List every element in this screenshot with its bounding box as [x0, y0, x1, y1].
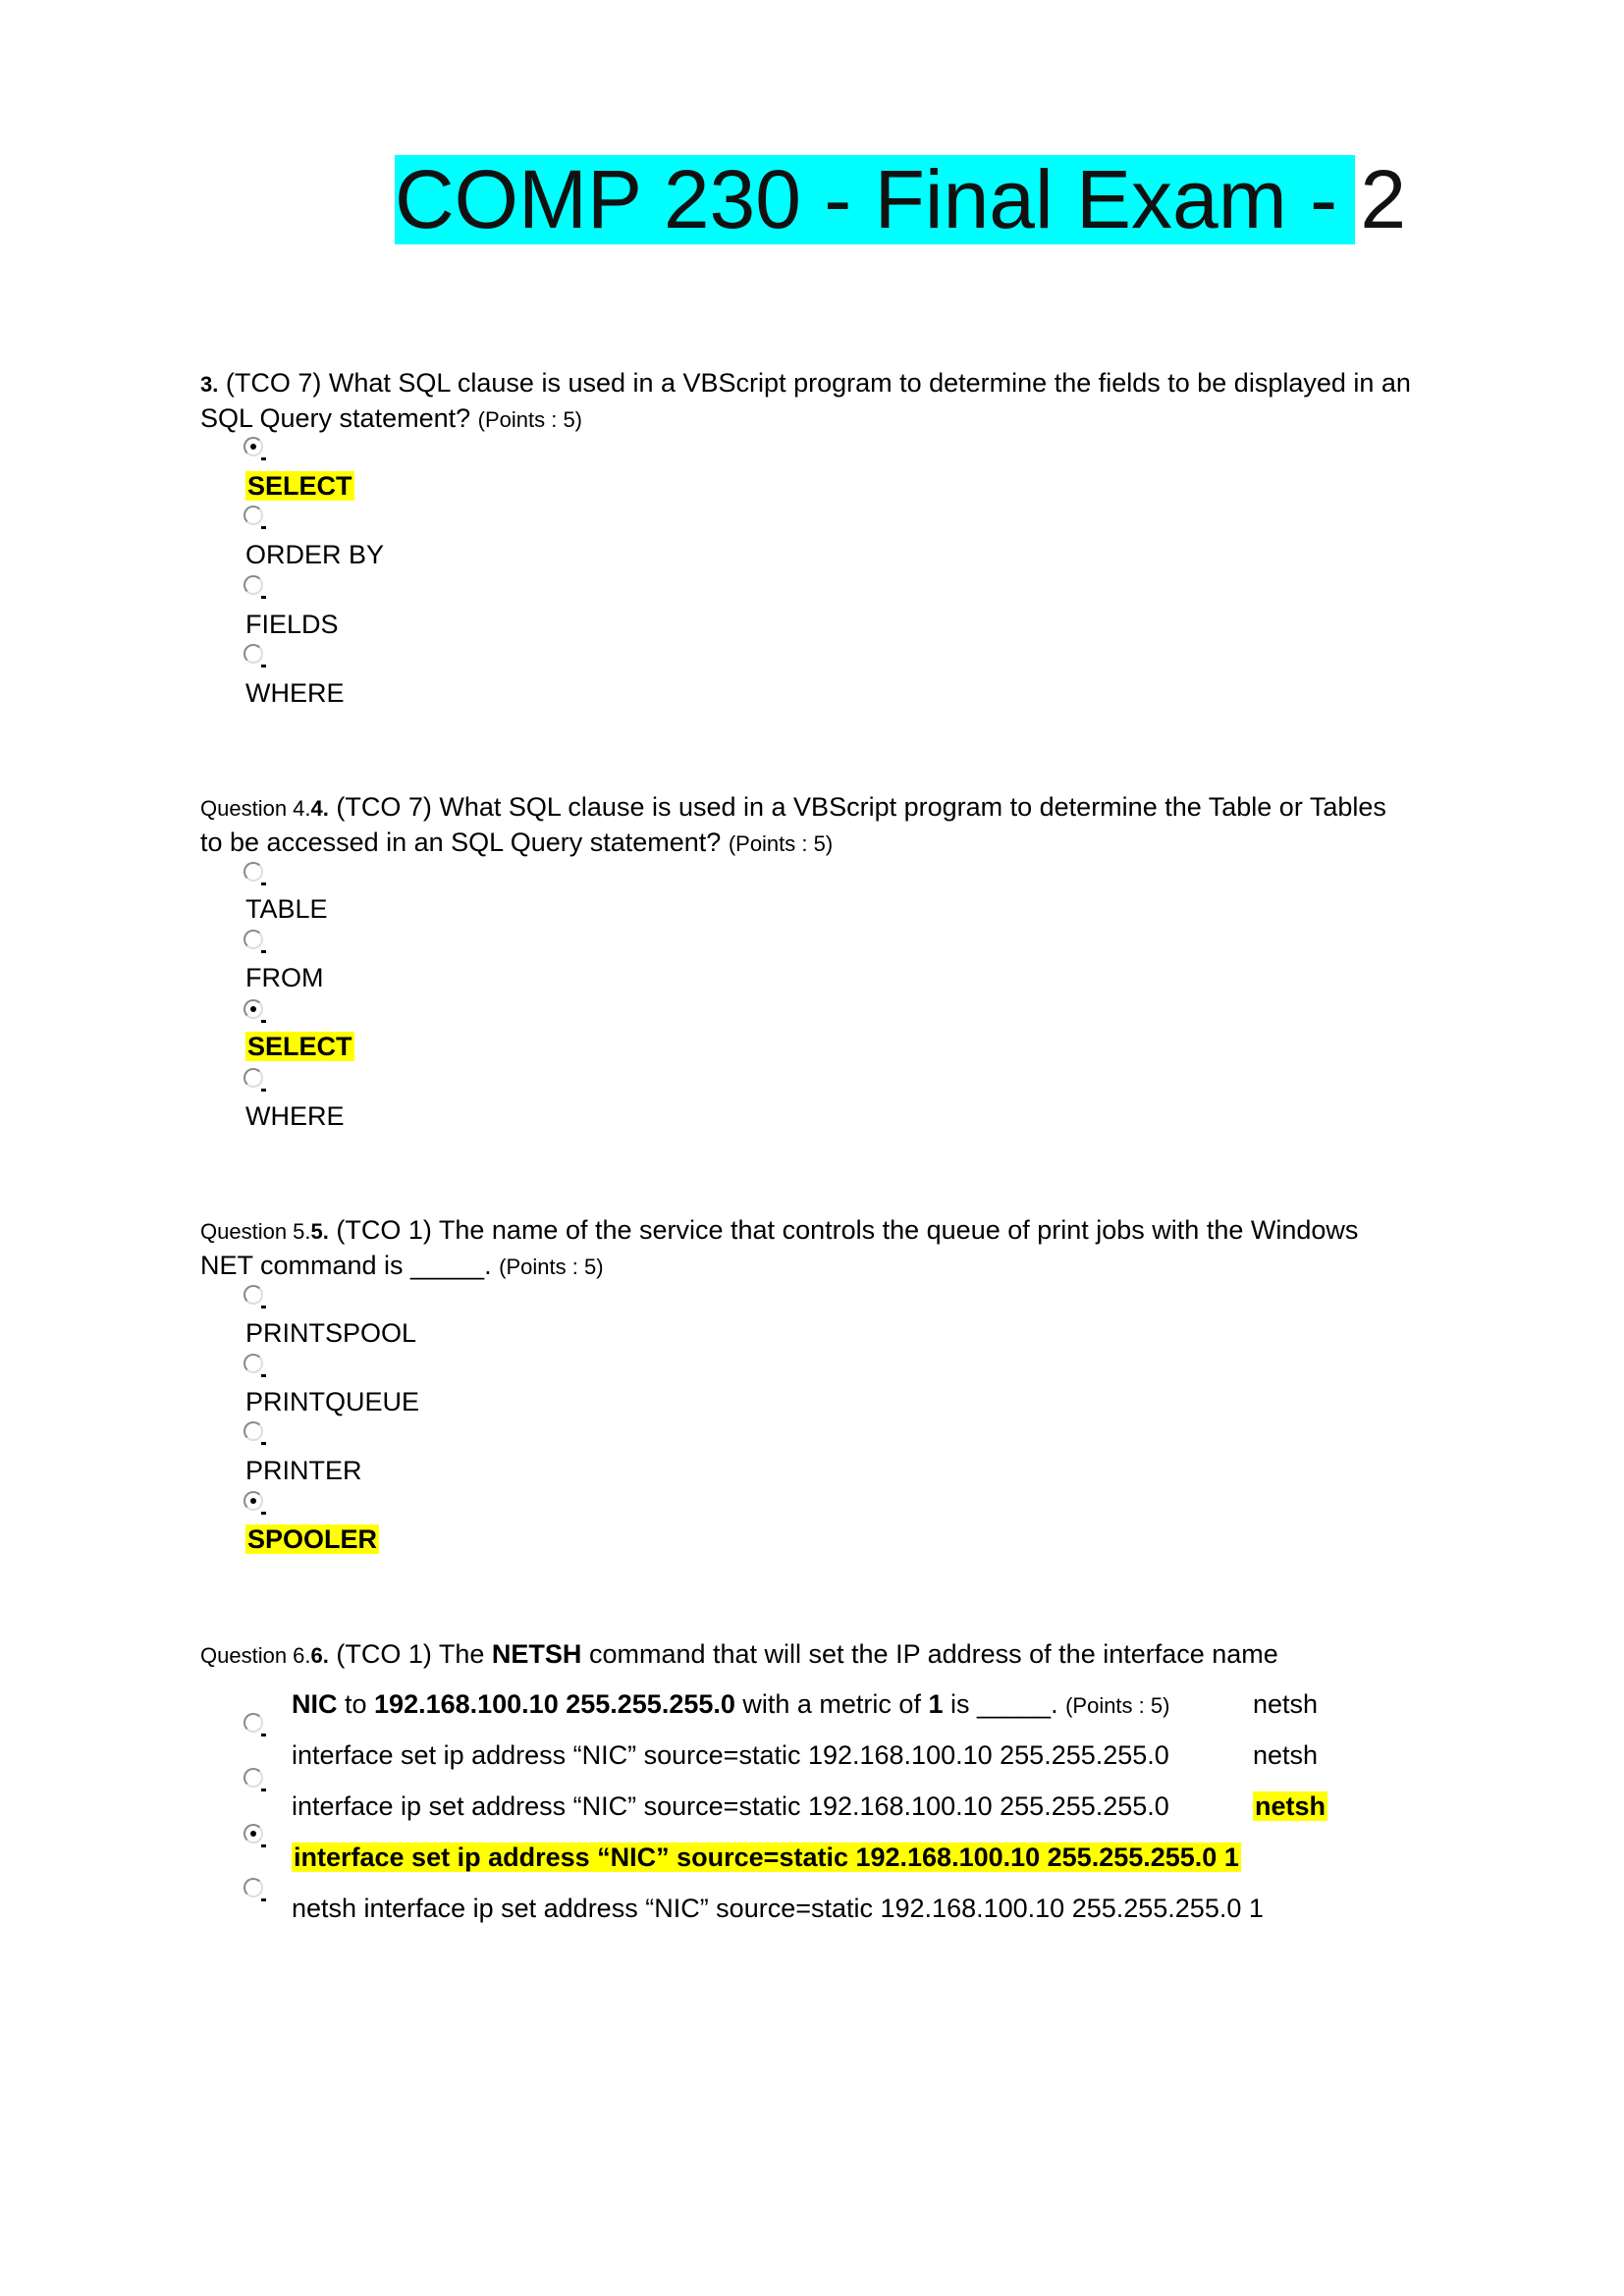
document-title: COMP 230 - Final Exam - 2 [395, 153, 1407, 245]
option-q3-a: SELECT [247, 471, 352, 501]
question-6-text-cont: NIC to 192.168.100.10 255.255.255.0 with a metric of 1 is _____. (Points : 5) [292, 1689, 1170, 1719]
question-3-text-cont: SQL Query statement? (Points : 5) [200, 403, 583, 433]
option-q5-d: SPOOLER [247, 1524, 378, 1554]
points: (Points : 5) [728, 831, 834, 856]
radio-q6-a[interactable] [244, 1713, 263, 1733]
points: (Points : 5) [499, 1255, 604, 1279]
radio-q6-b[interactable] [244, 1768, 263, 1788]
option-q5-b: PRINTQUEUE [245, 1387, 420, 1416]
option-q6-c-prefix: netsh [1255, 1791, 1326, 1821]
radio-q4-b[interactable] [244, 930, 263, 949]
radio-q4-c[interactable] [244, 999, 263, 1019]
option-q6-a-prefix: netsh [1253, 1689, 1319, 1719]
radio-q5-b[interactable] [244, 1354, 263, 1373]
radio-q4-a[interactable] [244, 862, 263, 881]
points: (Points : 5) [1065, 1693, 1170, 1718]
question-4-text-cont: to be accessed in an SQL Query statement? (Points : 5) [200, 828, 834, 857]
option-q4-b: FROM [245, 963, 324, 992]
option-q3-c: FIELDS [245, 610, 339, 639]
option-q5-c: PRINTER [245, 1456, 362, 1485]
radio-q3-b[interactable] [244, 506, 263, 525]
option-q6-b: interface ip set address “NIC” source=static 192.168.100.10 255.255.255.0 [292, 1791, 1169, 1821]
radio-q5-d[interactable] [244, 1491, 263, 1511]
question-3-text: 3. (TCO 7) What SQL clause is used in a VBScript program to determine the fields to be displayed in an [200, 368, 1411, 398]
question-6-text: Question 6.6. (TCO 1) The NETSH command that will set the IP address of the interface name [200, 1639, 1278, 1669]
radio-q6-d[interactable] [244, 1878, 263, 1897]
option-q4-d: WHERE [245, 1101, 345, 1131]
option-q5-a: PRINTSPOOL [245, 1318, 417, 1348]
radio-q6-c[interactable] [244, 1824, 263, 1843]
radio-q3-d[interactable] [244, 644, 263, 664]
radio-q5-c[interactable] [244, 1421, 263, 1441]
option-q6-a: interface set ip address “NIC” source=static 192.168.100.10 255.255.255.0 [292, 1740, 1169, 1770]
option-q6-d: netsh interface ip set address “NIC” source=static 192.168.100.10 255.255.255.0 1 [292, 1894, 1264, 1923]
option-q6-c: interface set ip address “NIC” source=static 192.168.100.10 255.255.255.0 1 [294, 1842, 1239, 1872]
option-q4-c: SELECT [247, 1032, 352, 1061]
radio-q5-a[interactable] [244, 1285, 263, 1305]
radio-q4-d[interactable] [244, 1068, 263, 1088]
points: (Points : 5) [477, 407, 583, 432]
question-4-text: Question 4.4. (TCO 7) What SQL clause is used in a VBScript program to determine the Table or Tables [200, 792, 1386, 822]
question-5-text-cont: NET command is _____. (Points : 5) [200, 1251, 604, 1280]
radio-q3-c[interactable] [244, 575, 263, 595]
option-q3-d: WHERE [245, 678, 345, 708]
option-q4-a: TABLE [245, 894, 328, 924]
question-5-text: Question 5.5. (TCO 1) The name of the service that controls the queue of print jobs with the Windows [200, 1215, 1359, 1245]
option-q6-b-prefix: netsh [1253, 1740, 1319, 1770]
radio-q3-a[interactable] [244, 437, 263, 456]
option-q3-b: ORDER BY [245, 540, 385, 569]
